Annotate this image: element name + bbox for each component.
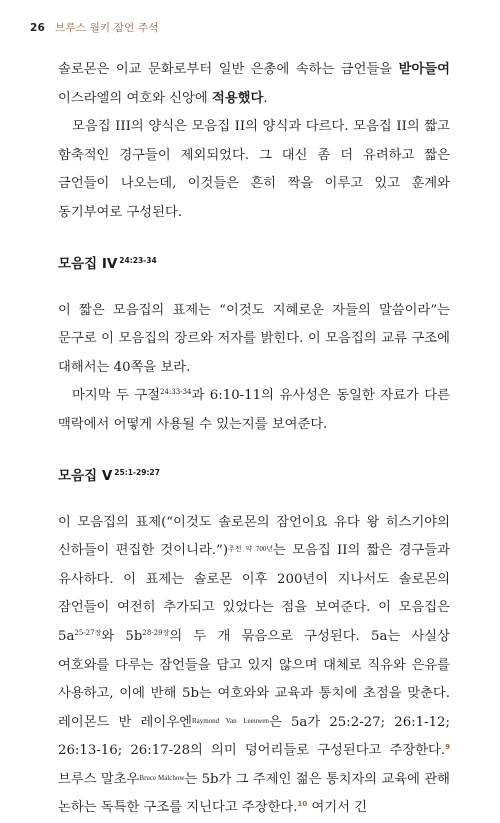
text-run: 는 5b가 그 주제인 젊은 통치자의 교육에 관해 논하는 독특한 구조를 지닌다고 주장한다. [58, 771, 451, 816]
original-name: Bruce Malchow [139, 773, 185, 782]
text-run: 의 두 개 묶음으로 구성된다. 5a는 사실상 여호와를 다루는 잠언들을 담고 있지 않으며 대체로 직유와 은유를 사용하고, 이에 반해 5b는 여호와와 교육과 통치에 초점을 맞춘다. 레이몬드 반 레이우엔 [58, 628, 450, 730]
date-note: 주전 약 700년 [228, 545, 274, 554]
paragraph [58, 382, 450, 439]
page-number: 26 [30, 22, 46, 34]
text-run: 이스라엘의 여호와 신앙에 [58, 90, 212, 106]
text-run: 는 모음집 II의 짧은 경구들과 유사하다. 이 표제는 솔로몬 이후 200년이 지나서도 솔로몬의 잠언들이 여전히 추가되고 있었다는 점을 보여준다. 이 모음집은 5a [58, 543, 450, 644]
text-run: 과 6:10-11의 유사성은 동일한 자료가 다른 맥락에서 어떻게 사용될 수 있는지를 보여준다. [58, 388, 450, 432]
bold-text: 적용했다 [211, 90, 264, 106]
chapter-reference: 25-27장 [74, 628, 102, 637]
paragraph [58, 56, 450, 113]
section-reference: 24:23-34 [119, 255, 157, 265]
section-title: 모음집 IV [58, 255, 118, 272]
section-reference: 25:1-29:27 [114, 467, 160, 477]
running-header [30, 20, 159, 35]
text-run: 솔로몬은 이교 문화로부터 일반 은총에 속하는 금언들을 [58, 62, 399, 77]
footnote-marker[interactable]: 9 [445, 743, 450, 752]
book-title: 브루스 월키 잠언 주석 [55, 22, 159, 34]
verse-reference: 24:33-34 [160, 388, 192, 397]
body-text [58, 56, 450, 823]
text-run: 이 모음집의 표제(“이것도 솔로몬의 잠언이요 유다 왕 히스기야의 신하들이 편집한 것이니라.”) [58, 514, 450, 559]
section-heading-collection-5 [58, 464, 450, 484]
chapter-reference: 28-29장 [142, 628, 170, 637]
paragraph: 모음집 III의 양식은 모음집 II의 양식과 다르다. 모음집 II의 짧고 함축적인 경구들이 제외되었다. 그 대신 좀 더 유려하고 짧은 금언들이 나오는데, 이것들은 흔히 짝을 이루고 있고 훈계와 동기부여로 구성된다. [58, 119, 450, 220]
bold-text: 받아들여 [398, 62, 450, 77]
paragraph [58, 509, 450, 823]
footnote-marker[interactable]: 10 [297, 800, 308, 809]
text-run: 여기서 긴 [307, 800, 368, 816]
text-run: 와 5b [101, 628, 143, 644]
paragraph: 이 짧은 모음집의 표제는 “이것도 지혜로운 자들의 말씀이라”는 문구로 이 모음집의 장르와 저자를 밝힌다. 이 모음집의 교류 구조에 대해서는 40쪽을 보라. [58, 302, 450, 375]
text-run: 마지막 두 구절 [72, 388, 161, 404]
original-name: Raymond Van Leeuwen [191, 716, 269, 725]
text-run: 브루스 말초우 [58, 771, 140, 787]
section-title: 모음집 V [58, 467, 113, 484]
text-run: 은 5a가 25:2-27; 26:1-12; 26:13-16; 26:17-28의 의미 덩어리들로 구성된다고 주장한다. [58, 714, 450, 759]
text-run: . [263, 90, 268, 106]
section-heading-collection-4 [58, 252, 450, 272]
